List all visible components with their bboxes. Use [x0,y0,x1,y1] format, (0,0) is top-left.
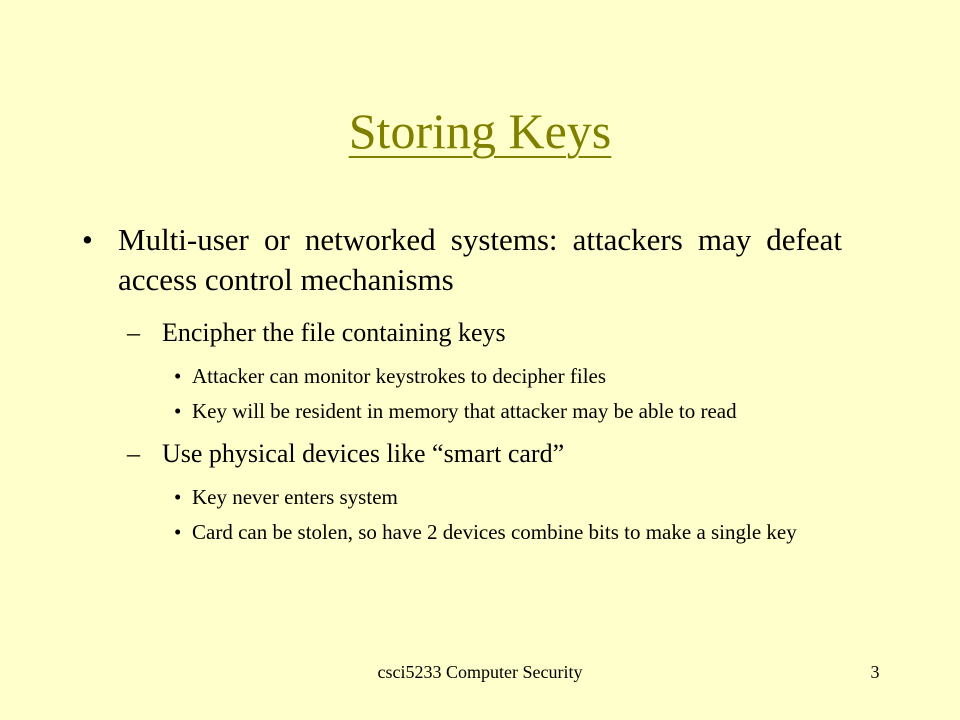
bullet-item [82,220,842,300]
point-text: Key will be resident in memory that attacker may be able to read [192,399,737,423]
point-marker: • [174,364,182,388]
sub-item-text: Use physical devices like “smart card” [162,439,565,468]
point-marker: • [174,399,182,423]
point-item [82,397,842,425]
point-text: Card can be stolen, so have 2 devices combine bits to make a single key [192,520,797,544]
bullet-text: Multi-user or networked systems: attackers may defeat access control mechanisms [118,222,842,297]
page-number: 3 [870,662,880,682]
point-item [82,362,842,390]
point-text: Key never enters system [192,485,398,509]
point-item [82,483,842,511]
dash-marker: – [127,439,140,468]
sub-item-text: Encipher the file containing keys [162,318,506,347]
slide-body [82,220,842,553]
point-item [82,518,842,546]
bullet-marker: • [82,222,93,257]
point-marker: • [174,485,182,509]
dash-marker: – [127,318,140,347]
footer-course: csci5233 Computer Security [377,662,583,682]
slide-title: Storing Keys [348,103,612,159]
sub-item-encipher [82,316,842,349]
point-marker: • [174,520,182,544]
sub-item-physical-devices [82,437,842,470]
point-text: Attacker can monitor keystrokes to decipher files [192,364,607,388]
